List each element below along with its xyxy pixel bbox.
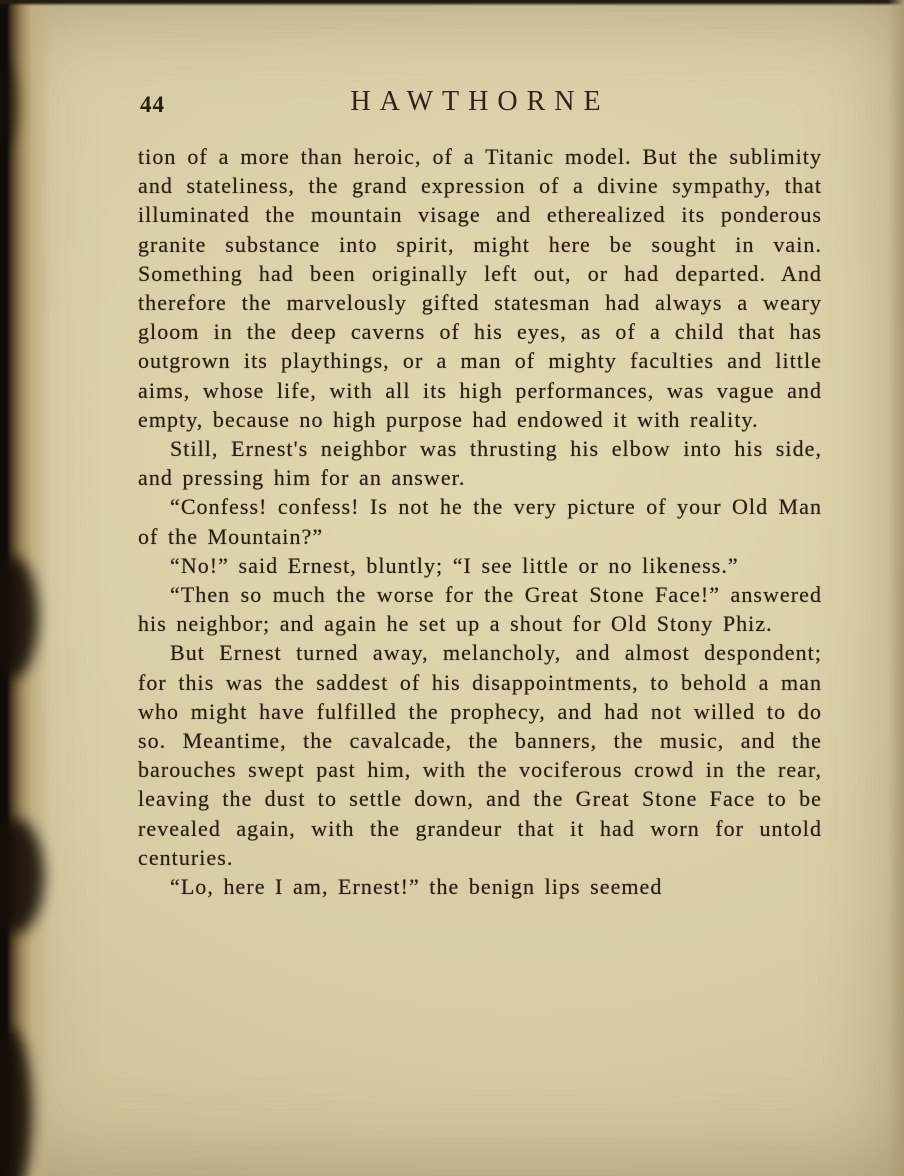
paragraph: “Lo, here I am, Ernest!” the benign lips seemed (170, 874, 663, 900)
paragraph: But Ernest turned away, melancholy, and almost despondent; for this was the saddest of his disappointments, to behold a man who might have fulfilled the prophecy, and had not willed to do so. Meantime, the cavalcade, the banners, the music, and the barouches swept past him, with the vociferous crowd in the rear, leaving the dust to settle down, and the Great Stone Face to be revealed again, with the grandeur that it had worn for untold centuries. (138, 640, 822, 870)
paragraph: “No!” said Ernest, bluntly; “I see little or no likeness.” (170, 552, 739, 578)
scan-top-edge (0, 0, 904, 6)
page-text (138, 142, 822, 901)
scan-right-edge (888, 0, 904, 1176)
page-number: 44 (140, 92, 165, 117)
running-head: HAWTHORNE (350, 86, 610, 117)
page-header (138, 86, 822, 128)
paragraph: Still, Ernest's neighbor was thrusting his elbow into his side, and pressing him for an answer. (138, 436, 822, 491)
paragraph: tion of a more than heroic, of a Titanic model. But the sublimity and stateliness, the grand expression of a divine sympathy, that illuminated the mountain visage and etherealized its ponderous granite substance into spirit, might here be sought in vain. Something had been originally left out, or had departed. And therefore the marvelously gifted statesman had always a weary gloom in the deep caverns of his eyes, as of a child that has outgrown its playthings, or a man of mighty faculties and little aims, whose life, with all its high performances, was vague and empty, because no high purpose had endowed it with reality. (138, 144, 822, 432)
page-content (138, 86, 822, 901)
paragraph: “Confess! confess! Is not he the very picture of your Old Man of the Mountain?” (138, 494, 822, 549)
paragraph: “Then so much the worse for the Great Stone Face!” answered his neighbor; and again he set up a shout for Old Stony Phiz. (138, 582, 822, 637)
